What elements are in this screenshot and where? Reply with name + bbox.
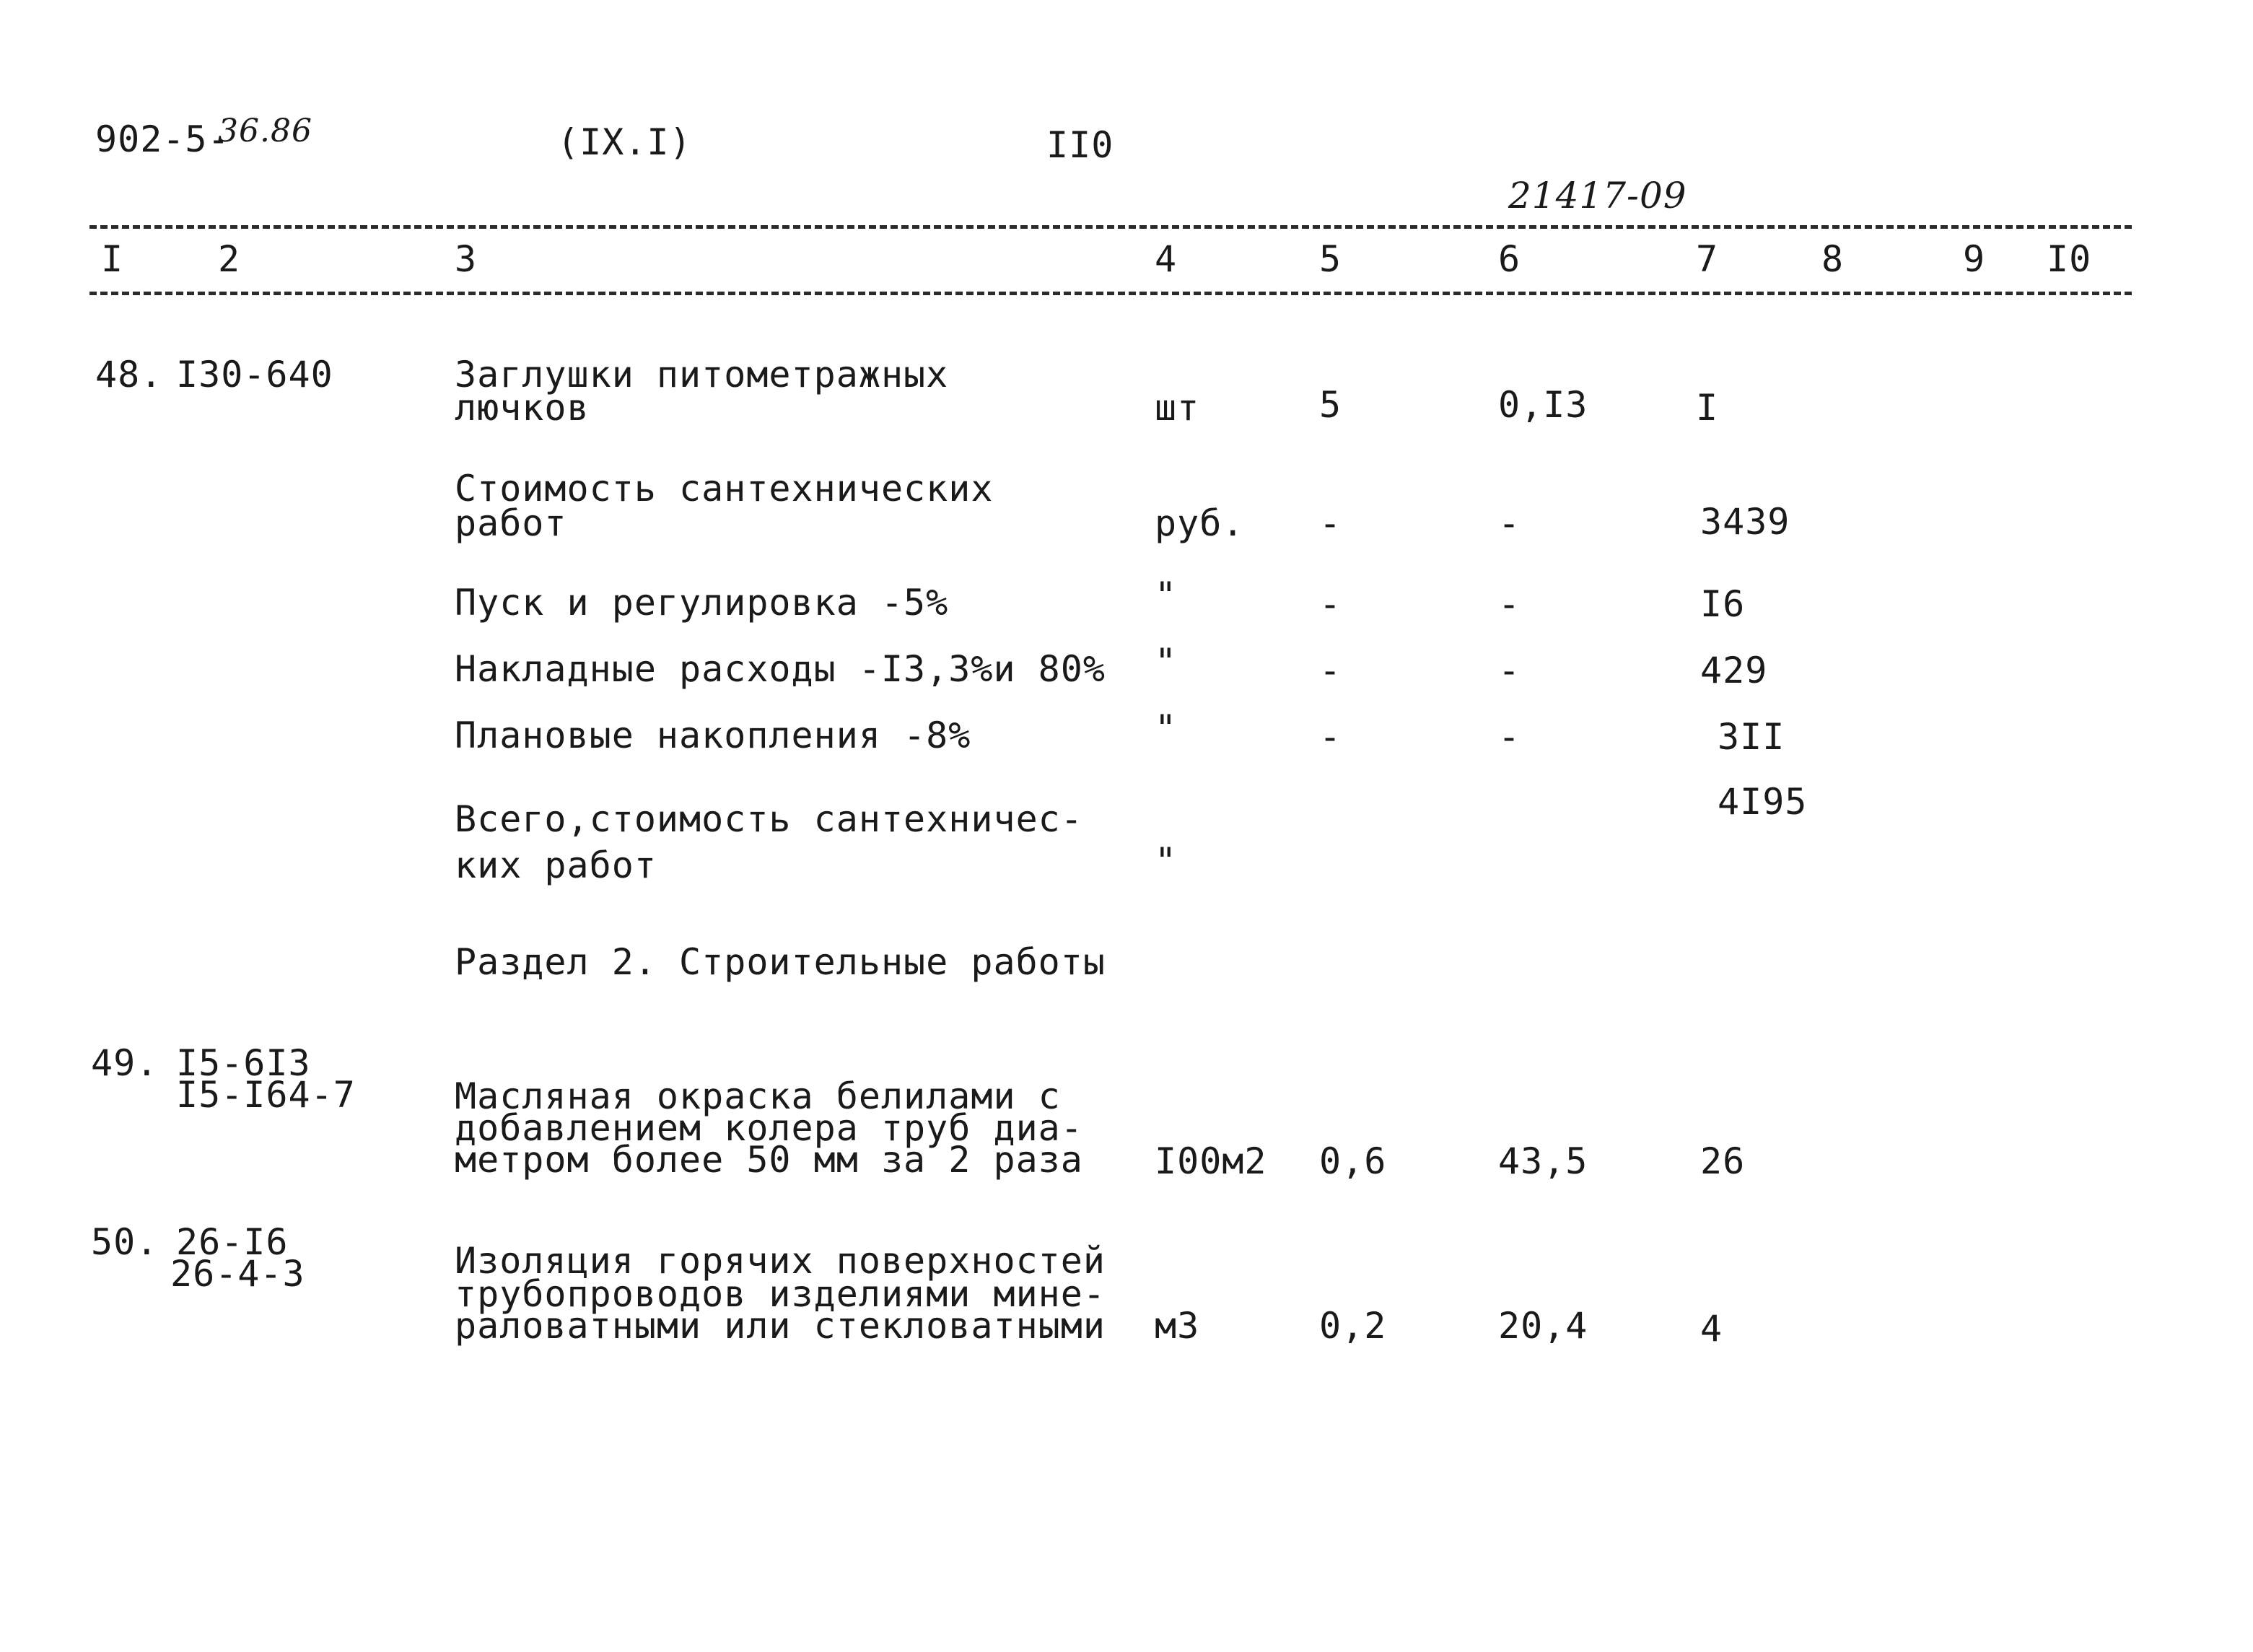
row-total: I [1696, 387, 1719, 429]
row-price: 43,5 [1498, 1140, 1588, 1182]
row-total: 3II [1718, 716, 1785, 758]
row-description-line: лючков [455, 387, 590, 429]
row-code: 26-I6 [176, 1221, 289, 1263]
row-description-line: раловатными или стекловатными [455, 1305, 1106, 1347]
row-description: Плановые накопления -8% [455, 714, 971, 756]
row-description-line: Всего,стоимость сантехничес- [455, 798, 1083, 840]
col-header-3: 3 [455, 238, 478, 280]
row-qty: - [1319, 583, 1342, 625]
row-description-line: Изоляция горячих поверхностей [455, 1240, 1106, 1282]
row-price: - [1498, 650, 1521, 691]
stamp-number: 21417-09 [1508, 175, 1687, 217]
row-total: 26 [1700, 1140, 1746, 1182]
row-description-line: ких работ [455, 844, 657, 886]
row-unit: м3 [1155, 1305, 1200, 1347]
col-header-4: 4 [1155, 238, 1178, 280]
page-number: II0 [1046, 124, 1114, 166]
row-qty: - [1319, 716, 1342, 758]
col-header-8: 8 [1821, 238, 1845, 280]
row-description: Пуск и регулировка -5% [455, 582, 949, 624]
row-total: I6 [1700, 583, 1746, 625]
col-header-7: 7 [1696, 238, 1719, 280]
col-header-10: I0 [2047, 238, 2092, 280]
row-description-line: Заглушки питометражных [455, 354, 949, 395]
row-unit: I00м2 [1155, 1140, 1267, 1182]
row-total: 4I95 [1718, 781, 1808, 823]
row-unit: " [1155, 574, 1178, 616]
row-number: 48. [95, 354, 163, 395]
col-header-9: 9 [1963, 238, 1986, 280]
section-title: Раздел 2. Строительные работы [455, 941, 1106, 983]
row-qty: 0,6 [1319, 1140, 1387, 1182]
row-number: 49. [91, 1042, 159, 1084]
row-price: 0,I3 [1498, 384, 1588, 426]
row-price: - [1498, 716, 1521, 758]
row-total: 4 [1700, 1308, 1723, 1350]
row-unit: шт [1155, 387, 1200, 429]
row-unit: " [1155, 840, 1178, 882]
row-code: I30-640 [176, 354, 333, 395]
row-qty: - [1319, 650, 1342, 691]
col-header-6: 6 [1498, 238, 1521, 280]
row-code: I5-I64-7 [176, 1074, 356, 1116]
header-top-rule [89, 225, 2132, 229]
col-header-5: 5 [1319, 238, 1342, 280]
row-qty: 5 [1319, 384, 1342, 426]
doc-code: 902-5- [95, 118, 230, 160]
row-description-line: трубопроводов изделиями мине- [455, 1273, 1106, 1315]
header-bottom-rule [89, 292, 2132, 295]
row-price: - [1498, 583, 1521, 625]
row-description-line: добавлением колера труб диа- [455, 1107, 1083, 1149]
row-price: 20,4 [1498, 1305, 1588, 1347]
row-price: - [1498, 502, 1521, 544]
row-description-line: работ [455, 502, 567, 544]
col-header-2: 2 [218, 238, 241, 280]
row-description-line: Стоимость сантехнических [455, 468, 994, 510]
row-code: I5-6I3 [176, 1042, 311, 1084]
row-unit: " [1155, 641, 1178, 683]
row-total: 429 [1700, 650, 1768, 691]
row-qty: 0,2 [1319, 1305, 1387, 1347]
row-description-line: метром более 50 мм за 2 раза [455, 1139, 1083, 1181]
row-code: 26-4-3 [170, 1253, 305, 1295]
row-number: 50. [91, 1221, 159, 1263]
doc-code-handwritten: 36.86 [218, 113, 312, 149]
section-number: (IX.I) [557, 121, 692, 163]
row-unit: " [1155, 707, 1178, 749]
row-description-line: Масляная окраска белилами с [455, 1075, 1061, 1117]
row-unit: руб. [1155, 502, 1245, 544]
col-header-1: I [101, 238, 124, 280]
row-description: Накладные расходы -I3,3%и 80% [455, 648, 1106, 690]
row-qty: - [1319, 502, 1342, 544]
row-total: 3439 [1700, 501, 1790, 543]
